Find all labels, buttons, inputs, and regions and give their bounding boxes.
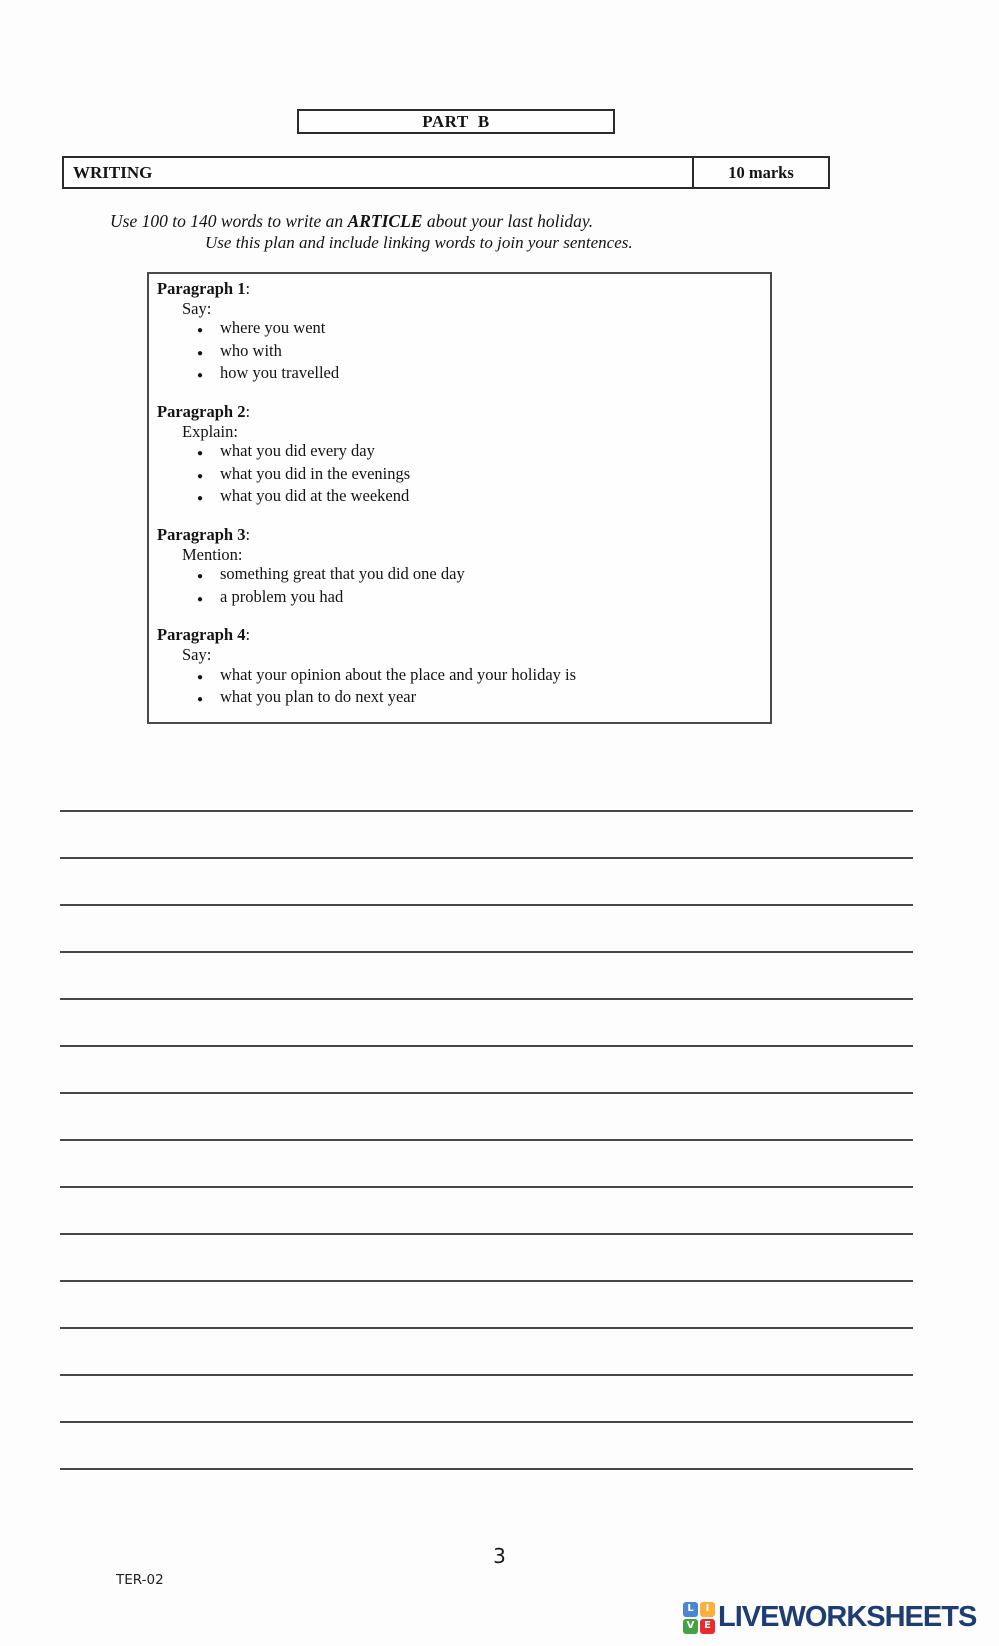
writing-line	[60, 998, 913, 1000]
plan-bullet	[157, 587, 760, 610]
plan-bullet-text: what you plan to do next year	[220, 687, 417, 707]
writing-area	[60, 810, 913, 1490]
writing-line	[60, 1233, 913, 1235]
plan-bullet-text: a problem you had	[220, 586, 344, 606]
writing-line	[60, 1327, 913, 1329]
liveworksheets-logo-icon	[683, 1602, 715, 1634]
plan-section-3-lead: Mention:	[182, 544, 243, 564]
plan-section-4-title	[157, 625, 760, 645]
plan-section-3-title	[157, 525, 760, 545]
marks-badge: 10 marks	[692, 158, 828, 187]
instruction-line-2: Use this plan and include linking words to join your sentences.	[205, 233, 633, 252]
plan-bullet	[157, 665, 760, 688]
part-b-box	[297, 109, 615, 134]
plan-section-2-colon: :	[245, 401, 251, 421]
plan-bullet-text: how you travelled	[220, 363, 340, 383]
writing-line	[60, 1374, 913, 1376]
instruction-line-1	[110, 211, 593, 232]
plan-section-1-colon: :	[245, 279, 251, 298]
plan-bullet-text: what you did at the weekend	[220, 486, 410, 506]
plan-bullet	[157, 341, 760, 364]
part-b-label: PART B	[422, 111, 490, 131]
writing-line	[60, 1280, 913, 1282]
plan-section-2-title-text: Paragraph 2	[157, 401, 246, 421]
plan-section-4-title-text: Paragraph 4	[157, 625, 246, 645]
writing-line	[60, 857, 913, 859]
writing-line	[60, 1092, 913, 1094]
plan-section-1	[157, 279, 760, 386]
bullet-icon: ●	[197, 448, 204, 460]
plan-bullet-text: what you did every day	[220, 441, 375, 461]
plan-bullet-text: where you went	[220, 318, 326, 338]
instruction-line-1-pre: Use 100 to 140 words to write an	[110, 211, 348, 231]
plan-section-1-title-text: Paragraph 1	[157, 279, 246, 298]
writing-line	[60, 1139, 913, 1141]
writing-line	[60, 1468, 913, 1470]
plan-bullet	[157, 464, 760, 487]
plan-bullet	[157, 687, 760, 710]
bullet-icon: ●	[197, 493, 204, 505]
writing-line	[60, 1186, 913, 1188]
bullet-icon: ●	[197, 470, 204, 482]
plan-section-3	[157, 525, 760, 609]
plan-section-4-colon: :	[245, 625, 251, 645]
logo-tile-l: L	[683, 1602, 698, 1617]
writing-line	[60, 1045, 913, 1047]
plan-section-3-colon: :	[245, 524, 251, 544]
bullet-icon: ●	[197, 347, 204, 359]
writing-line	[60, 951, 913, 953]
plan-bullet	[157, 363, 760, 386]
liveworksheets-logo[interactable]	[683, 1601, 976, 1634]
plan-section-2-title	[157, 402, 760, 422]
plan-bullet	[157, 564, 760, 587]
plan-section-2	[157, 402, 760, 509]
writing-line	[60, 904, 913, 906]
instruction-line-1-emph: ARTICLE	[347, 211, 423, 231]
plan-section-4	[157, 625, 760, 709]
logo-tile-v: V	[683, 1619, 698, 1634]
instruction-line-1-post: about your last holiday.	[422, 211, 594, 231]
plan-bullet-text: something great that you did one day	[220, 564, 465, 584]
logo-tile-i: I	[700, 1602, 715, 1617]
doc-code: TER-02	[116, 1572, 164, 1588]
section-title: WRITING	[73, 162, 153, 182]
bullet-icon: ●	[197, 694, 204, 706]
plan-section-2-lead: Explain:	[182, 421, 238, 441]
plan-bullet	[157, 318, 760, 341]
plan-bullet	[157, 441, 760, 464]
writing-line	[60, 810, 913, 812]
plan-box	[147, 272, 772, 724]
plan-section-4-lead: Say:	[182, 644, 212, 664]
liveworksheets-logo-text: LIVEWORKSHEETS	[718, 1601, 977, 1633]
page-number: 3	[493, 1544, 506, 1568]
plan-bullet-text: who with	[220, 340, 282, 360]
bullet-icon: ●	[197, 370, 204, 382]
bullet-icon: ●	[197, 571, 204, 583]
plan-bullet-text: what you did in the evenings	[220, 463, 411, 483]
bullet-icon: ●	[197, 593, 204, 605]
bullet-icon: ●	[197, 325, 204, 337]
plan-section-3-title-text: Paragraph 3	[157, 524, 246, 544]
plan-bullet-text: what your opinion about the place and your holiday is	[220, 664, 577, 684]
writing-line	[60, 1421, 913, 1423]
plan-section-1-title	[157, 279, 760, 299]
plan-bullet	[157, 486, 760, 509]
plan-section-1-lead: Say:	[182, 298, 212, 318]
bullet-icon: ●	[197, 671, 204, 683]
logo-tile-e: E	[700, 1619, 715, 1634]
writing-header-bar	[62, 156, 830, 189]
